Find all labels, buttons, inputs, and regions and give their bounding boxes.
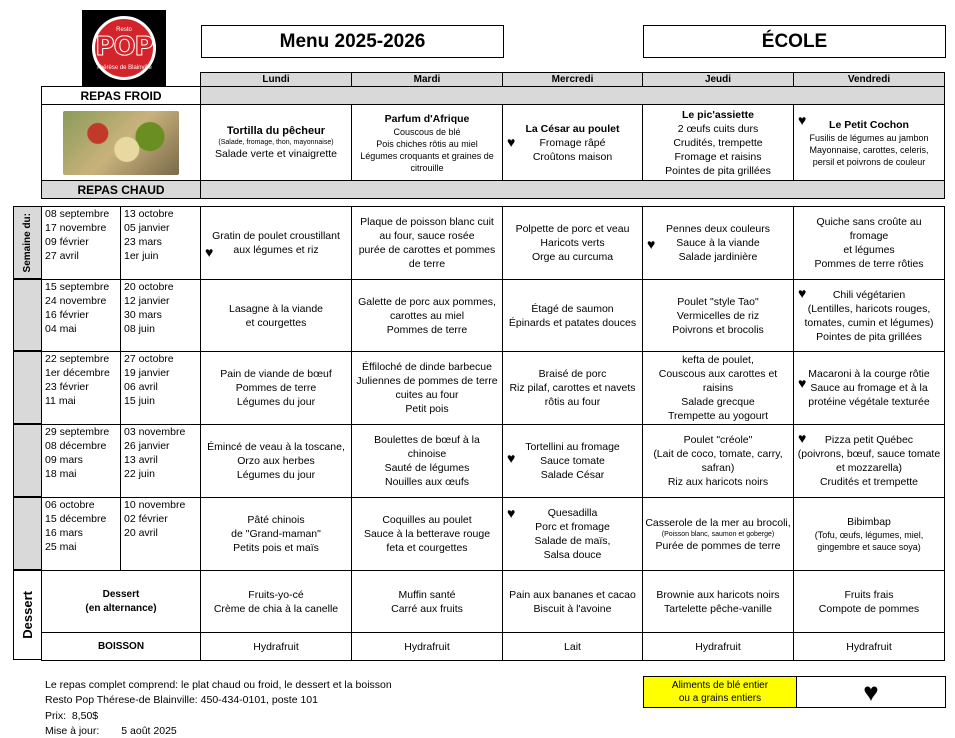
week-dates-a: 08 septembre 17 novembre 09 février 27 avril — [42, 207, 121, 280]
week-row-2 — [42, 280, 945, 352]
hot-meal-bar — [201, 181, 945, 199]
heart-icon: ♥ — [798, 285, 807, 301]
heart-icon: ♥ — [647, 236, 656, 252]
day-header-mercredi: Mercredi — [503, 73, 643, 87]
week-label-spacer — [13, 279, 42, 351]
cold-meal-mardi: Parfum d'Afrique Couscous de blé Pois chiches rôtis au miel Légumes croquants et graines de citrouille — [352, 105, 503, 181]
day-header-mardi: Mardi — [352, 73, 503, 87]
dessert-jeudi: Brownie aux haricots noirs Tartelette pêche-vanille — [643, 571, 794, 633]
week-label-cell: Semaine du: — [13, 206, 42, 279]
legend-text: Aliments de blé entier ou a grains entiers — [644, 677, 796, 707]
logo-bottom-text: Thérèse de Blainville — [96, 65, 152, 71]
hot-meal-mardi: Plaque de poisson blanc cuit au four, sauce rosée purée de carottes et pommes de terre — [352, 207, 503, 280]
menu-table — [41, 72, 945, 199]
week-row-4 — [42, 425, 945, 498]
hot-meal-mercredi: ♥ Tortellini au fromage Sauce tomate Salade César — [503, 425, 643, 498]
school-title: ÉCOLE — [643, 25, 946, 58]
week-dates-a: 22 septembre 1er décembre 23 février 11 mai — [42, 352, 121, 425]
heart-icon: ♥ — [798, 112, 807, 128]
hot-meal-lundi: Lasagne à la viande et courgettes — [201, 280, 352, 352]
drink-mercredi: Lait — [503, 633, 643, 661]
hot-meal-jeudi: Poulet "créole" (Lait de coco, tomate, carry, safran) Riz aux haricots noirs — [643, 425, 794, 498]
hot-meal-jeudi: Poulet "style Tao" Vermicelles de riz Poivrons et brocolis — [643, 280, 794, 352]
week-dates-a: 15 septembre 24 novembre 16 février 04 mai — [42, 280, 121, 352]
week-dates-b: 10 novembre 02 février 20 avril — [121, 498, 201, 571]
drink-head: BOISSON — [42, 633, 201, 661]
week-dates-b: 20 octobre 12 janvier 30 mars 08 juin — [121, 280, 201, 352]
drink-lundi: Hydrafruit — [201, 633, 352, 661]
week-dates-a: 06 octobre 15 décembre 16 mars 25 mai — [42, 498, 121, 571]
hot-meal-mardi: Coquilles au poulet Sauce à la betterave rouge feta et courgettes — [352, 498, 503, 571]
week-row-5 — [42, 498, 945, 571]
week-dates-b: 13 octobre 05 janvier 23 mars 1er juin — [121, 207, 201, 280]
hot-meal-vendredi: Quiche sans croûte au fromage et légumes Pommes de terre rôties — [794, 207, 945, 280]
hot-meal-jeudi: Casserole de la mer au brocoli, (Poisson blanc, saumon et goberge) Purée de pommes de terre — [643, 498, 794, 571]
week-dates-a: 29 septembre 08 décembre 09 mars 18 mai — [42, 425, 121, 498]
dessert-vendredi: Fruits frais Compote de pommes — [794, 571, 945, 633]
cold-meal-photo-cell — [42, 105, 201, 181]
hot-meal-mercredi: ♥ Quesadilla Porc et fromage Salade de maïs, Salsa douce — [503, 498, 643, 571]
week-label-spacer — [13, 497, 42, 570]
hot-meal-vendredi: ♥ Macaroni à la courge rôtie Sauce au fromage et à la protéine végétale texturée — [794, 352, 945, 425]
heart-icon: ♥ — [796, 677, 945, 707]
heart-icon: ♥ — [205, 244, 214, 260]
hot-meal-mardi: Boulettes de bœuf à la chinoise Sauté de légumes Nouilles aux œufs — [352, 425, 503, 498]
drink-mardi: Hydrafruit — [352, 633, 503, 661]
heart-icon: ♥ — [507, 505, 516, 521]
dessert-label-cell: Dessert — [13, 570, 42, 660]
week-dates-b: 27 octobre 19 janvier 06 avril 15 juin — [121, 352, 201, 425]
heart-icon: ♥ — [507, 450, 516, 466]
dessert-mardi: Muffin santé Carré aux fruits — [352, 571, 503, 633]
week-row-3 — [42, 352, 945, 425]
dessert-head: Dessert (en alternance) — [42, 571, 201, 633]
hot-meal-lundi: Émincé de veau à la toscane, Orzo aux herbes Légumes du jour — [201, 425, 352, 498]
salad-photo — [63, 111, 179, 175]
footer-complete-meal: Le repas complet comprend: le plat chaud ou froid, le dessert et la boisson — [45, 679, 392, 691]
cold-meal-lundi: Tortilla du pêcheur (Salade, fromage, thon, mayonnaise) Salade verte et vinaigrette — [201, 105, 352, 181]
day-header-jeudi: Jeudi — [643, 73, 794, 87]
dessert-lundi: Fruits-yo-cé Crème de chia à la canelle — [201, 571, 352, 633]
hot-meal-mardi: Galette de porc aux pommes, carottes au miel Pommes de terre — [352, 280, 503, 352]
logo-text: POP — [95, 32, 153, 62]
cold-meal-jeudi: Le pic'assiette 2 œufs cuits durs Crudités, trempette Fromage et raisins Pointes de pita grillées — [643, 105, 794, 181]
day-header-lundi: Lundi — [201, 73, 352, 87]
footer-contact: Resto Pop Thérese-de Blainville: 450-434-0101, poste 101 — [45, 694, 318, 706]
week-dates-b: 03 novembre 26 janvier 13 avril 22 juin — [121, 425, 201, 498]
dessert-mercredi: Pain aux bananes et cacao Biscuit à l'avoine — [503, 571, 643, 633]
hot-meal-mercredi: Polpette de porc et veau Haricots verts Orge au curcuma — [503, 207, 643, 280]
menu-title: Menu 2025-2026 — [201, 25, 504, 58]
hot-meal-mercredi: Étagé de saumon Épinards et patates douces — [503, 280, 643, 352]
heart-icon: ♥ — [798, 430, 807, 446]
footer-price: Prix: 8,50$ — [45, 710, 99, 722]
hot-meal-lundi: Pâté chinois de "Grand-maman" Petits pois et maïs — [201, 498, 352, 571]
cold-meal-header: REPAS FROID — [42, 87, 201, 105]
hot-meal-vendredi: ♥ Chili végétarien (Lentilles, haricots rouges, tomates, cumin et légumes) Pointes de pita grillées — [794, 280, 945, 352]
hot-meal-vendredi: ♥ Pizza petit Québec (poivrons, bœuf, sauce tomate et mozzarella) Crudités et trempette — [794, 425, 945, 498]
hot-meal-lundi: ♥ Gratin de poulet croustillant aux légumes et riz — [201, 207, 352, 280]
whole-grain-legend — [643, 676, 946, 708]
day-header-vendredi: Vendredi — [794, 73, 945, 87]
cold-meal-vendredi: ♥ Le Petit Cochon Fusilis de légumes au jambon Mayonnaise, carottes, celeris, persil et poivrons de couleur — [794, 105, 945, 181]
heart-icon: ♥ — [798, 375, 807, 391]
week-row-1 — [42, 207, 945, 280]
hot-meal-jeudi: ♥ Pennes deux couleurs Sauce à la viande Salade jardinière — [643, 207, 794, 280]
footer-update: Mise à jour: 5 août 2025 — [45, 725, 177, 737]
cold-meal-bar — [201, 87, 945, 105]
drink-vendredi: Hydrafruit — [794, 633, 945, 661]
cold-meal-mercredi: ♥ La César au poulet Fromage râpé Croûtons maison — [503, 105, 643, 181]
hot-meal-mercredi: Braisé de porc Riz pilaf, carottes et navets rôtis au four — [503, 352, 643, 425]
hot-meal-lundi: Pain de viande de bœuf Pommes de terre Légumes du jour — [201, 352, 352, 425]
hot-meal-vendredi: Bibimbap (Tofu, œufs, légumes, miel, gingembre et sauce soya) — [794, 498, 945, 571]
hot-meal-table — [41, 206, 945, 571]
heart-icon: ♥ — [507, 134, 516, 150]
hot-meal-jeudi: kefta de poulet, Couscous aux carottes et raisins Salade grecque Trempette au yogourt — [643, 352, 794, 425]
hot-meal-mardi: Éffiloché de dinde barbecue Juliennes de pommes de terre cuites au four Petit pois — [352, 352, 503, 425]
week-label-spacer — [13, 351, 42, 424]
blank-corner — [42, 73, 201, 87]
drink-jeudi: Hydrafruit — [643, 633, 794, 661]
week-label-spacer — [13, 424, 42, 497]
dessert-table — [41, 570, 945, 661]
hot-meal-header: REPAS CHAUD — [42, 181, 201, 199]
logo-top-text: Resto — [116, 27, 132, 33]
